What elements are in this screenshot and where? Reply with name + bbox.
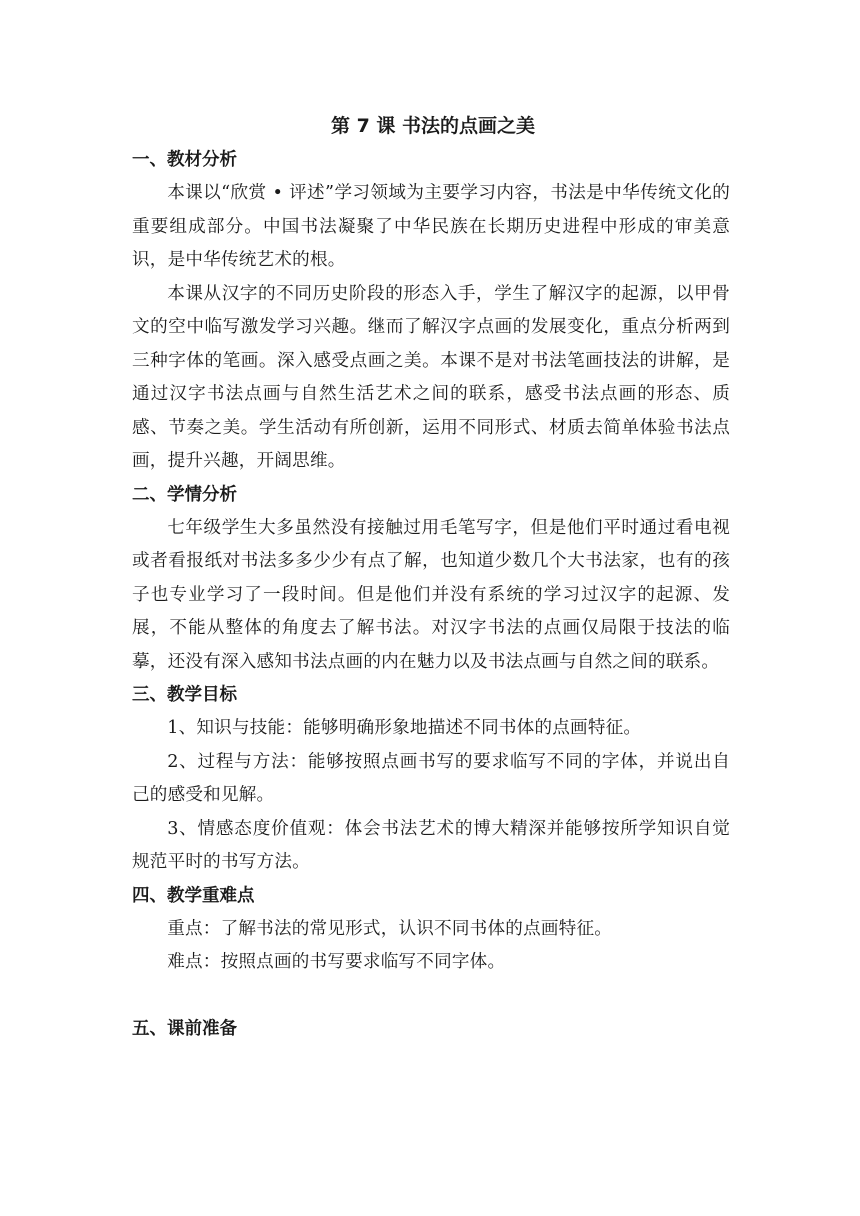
key-point: 重点：了解书法的常见形式，认识不同书体的点画特征。 [167, 918, 613, 939]
document-page [132, 108, 730, 1046]
difficult-point: 难点：按照点画的书写要求临写不同字体。 [167, 952, 506, 972]
section-heading: 二、学情分析 [132, 484, 237, 505]
section-preparation [132, 1013, 730, 1046]
blank-line [132, 980, 730, 1013]
goal-item: 2、过程与方法：能够按照点画书写的要求临写不同的字体，并说出自己的感受和见解。 [132, 751, 730, 805]
goal-item: 1、知识与技能：能够明确形象地描述不同书体的点画特征。 [167, 718, 642, 738]
section-heading: 四、教学重难点 [132, 885, 255, 906]
section-student-analysis [132, 479, 730, 680]
section-heading: 五、课前准备 [132, 1018, 237, 1039]
paragraph: 本课从汉字的不同历史阶段的形态入手，学生了解汉字的起源，以甲骨文的空中临写激发学习兴趣。继而了解汉字点画的发展变化，重点分析两到三种字体的笔画。深入感受点画之美。本课不是对书法笔画技法的讲解，是通过汉字书法点画与自然生活艺术之间的联系，感受书法点画的形态、质感、节奏之美。学生活动有所创新，运用不同形式、材质去简单体验书法点画，提升兴趣，开阔思维。 [132, 283, 730, 471]
section-key-points [132, 880, 730, 980]
paragraph: 本课以“欣赏 • 评述”学习领域为主要学习内容，书法是中华传统文化的重要组成部分。中国书法凝聚了中华民族在长期历史进程中形成的审美意识，是中华传统艺术的根。 [132, 183, 730, 270]
section-teaching-goals [132, 679, 730, 880]
goal-item: 3、情感态度价值观：体会书法艺术的博大精深并能够按所学知识自觉规范平时的书写方法。 [132, 818, 730, 872]
section-textbook-analysis [132, 144, 730, 479]
section-heading: 一、教材分析 [132, 150, 237, 170]
lesson-title: 第 7 课 书法的点画之美 [330, 115, 536, 137]
paragraph: 七年级学生大多虽然没有接触过用毛笔写字，但是他们平时通过看电视或者看报纸对书法多多少少有点了解，也知道少数几个大书法家，也有的孩子也专业学习了一段时间。但是他们并没有系统的学习过汉字的起源、发展，不能从整体的角度去了解书法。对汉字书法的点画仅局限于技法的临摹，还没有深入感知书法点画的内在魅力以及书法点画与自然之间的联系。 [132, 517, 730, 672]
section-heading: 三、教学目标 [132, 685, 237, 705]
